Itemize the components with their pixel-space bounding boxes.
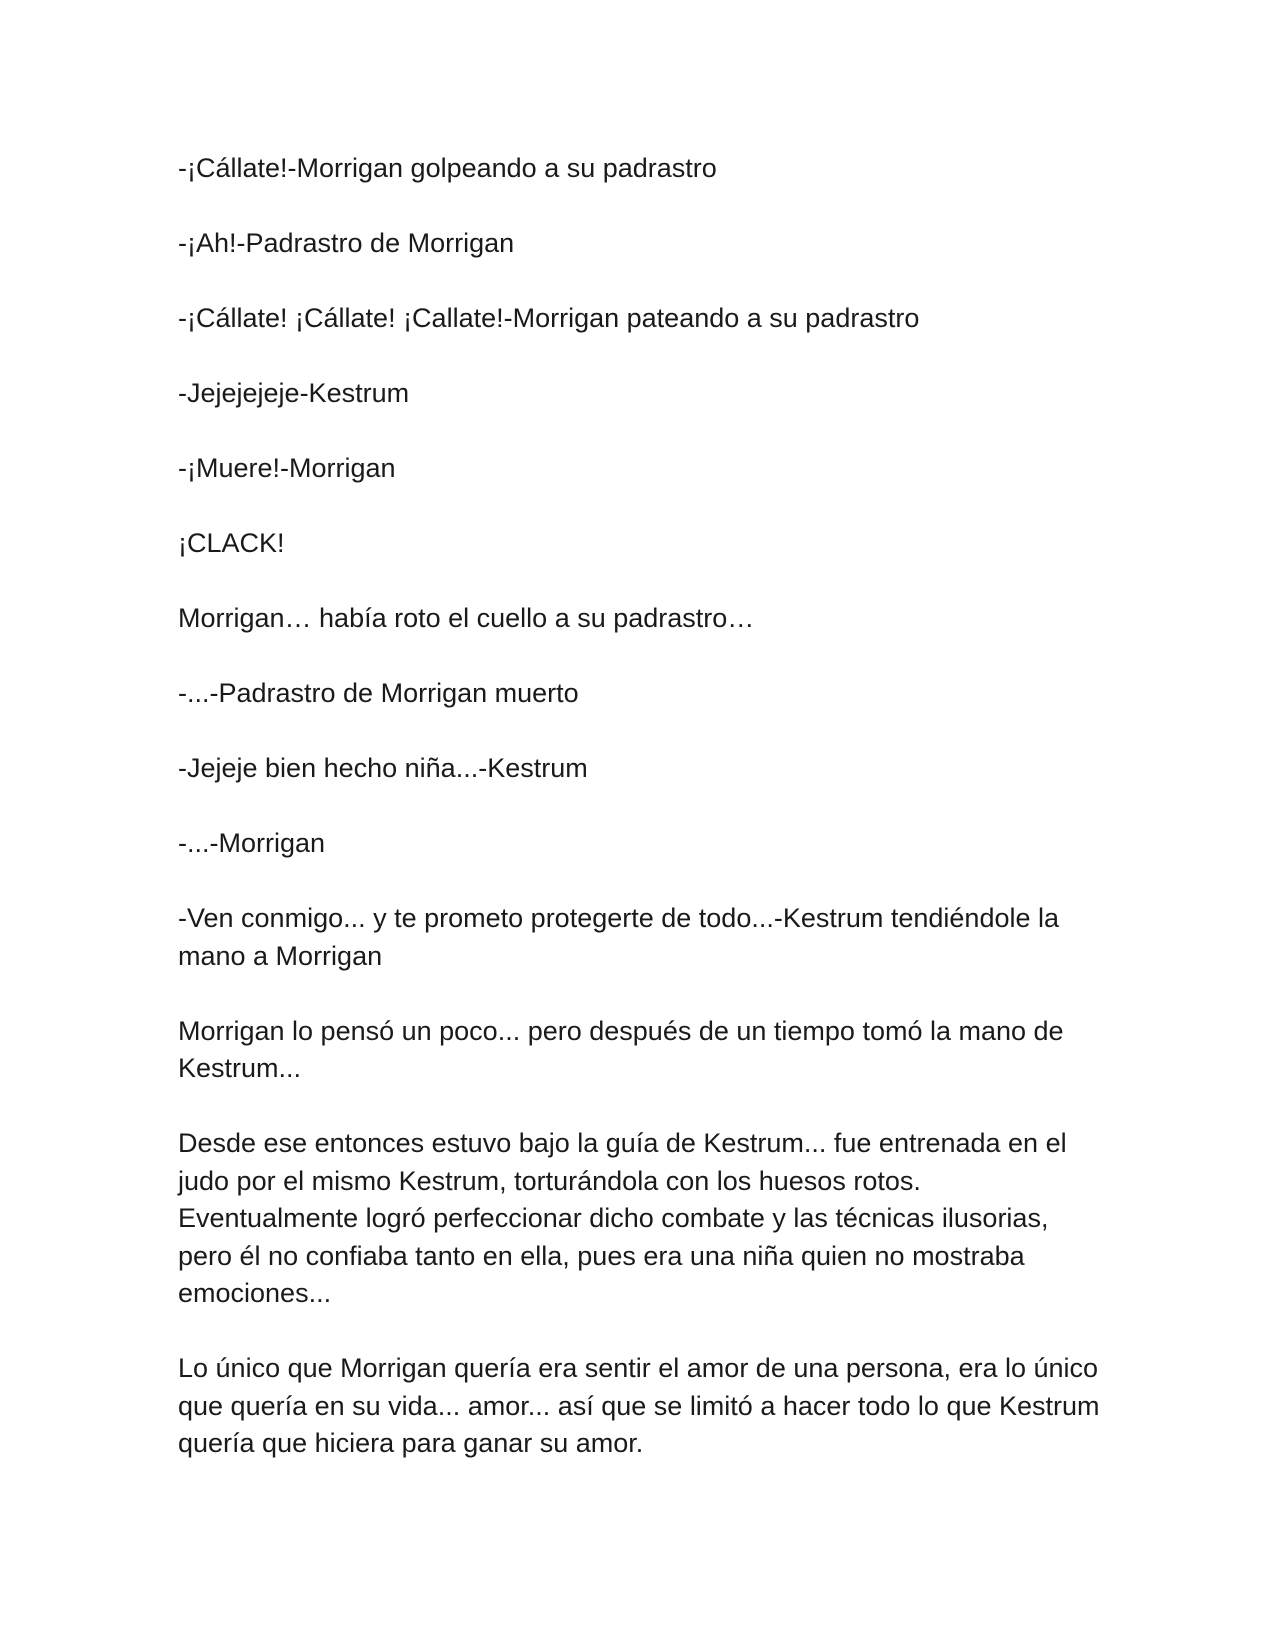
- paragraph: Desde ese entonces estuvo bajo la guía de Kestrum... fue entrenada en el judo por el mismo Kestrum, torturándola con los huesos rotos. Eventualmente logró perfeccionar dicho combate y las técnicas ilusorias, pero él no confiaba tanto en ella, pues era una niña quien no mostraba emociones...: [178, 1128, 1067, 1308]
- paragraph: -Jejeje bien hecho niña...-Kestrum: [178, 753, 588, 783]
- paragraph: -Ven conmigo... y te prometo protegerte de todo...-Kestrum tendiéndole la mano a Morrigan: [178, 903, 1060, 971]
- paragraph: -...-Padrastro de Morrigan muerto: [178, 678, 579, 708]
- paragraph: ¡CLACK!: [178, 528, 285, 558]
- paragraph: -¡Cállate!-Morrigan golpeando a su padrastro: [178, 153, 717, 183]
- document-body: [178, 150, 1108, 1500]
- paragraph: -¡Cállate! ¡Cállate! ¡Callate!-Morrigan pateando a su padrastro: [178, 303, 920, 333]
- paragraph: -Jejejejeje-Kestrum: [178, 378, 410, 408]
- paragraph: -¡Ah!-Padrastro de Morrigan: [178, 228, 515, 258]
- paragraph: -...-Morrigan: [178, 828, 326, 858]
- paragraph: Lo único que Morrigan quería era sentir el amor de una persona, era lo único que quería en su vida... amor... así que se limitó a hacer todo lo que Kestrum quería que hiciera para ganar su amor.: [178, 1353, 1100, 1458]
- paragraph: Morrigan… había roto el cuello a su padrastro…: [178, 603, 755, 633]
- paragraph: Morrigan lo pensó un poco... pero después de un tiempo tomó la mano de Kestrum...: [178, 1015, 1064, 1083]
- paragraph: -¡Muere!-Morrigan: [178, 453, 396, 483]
